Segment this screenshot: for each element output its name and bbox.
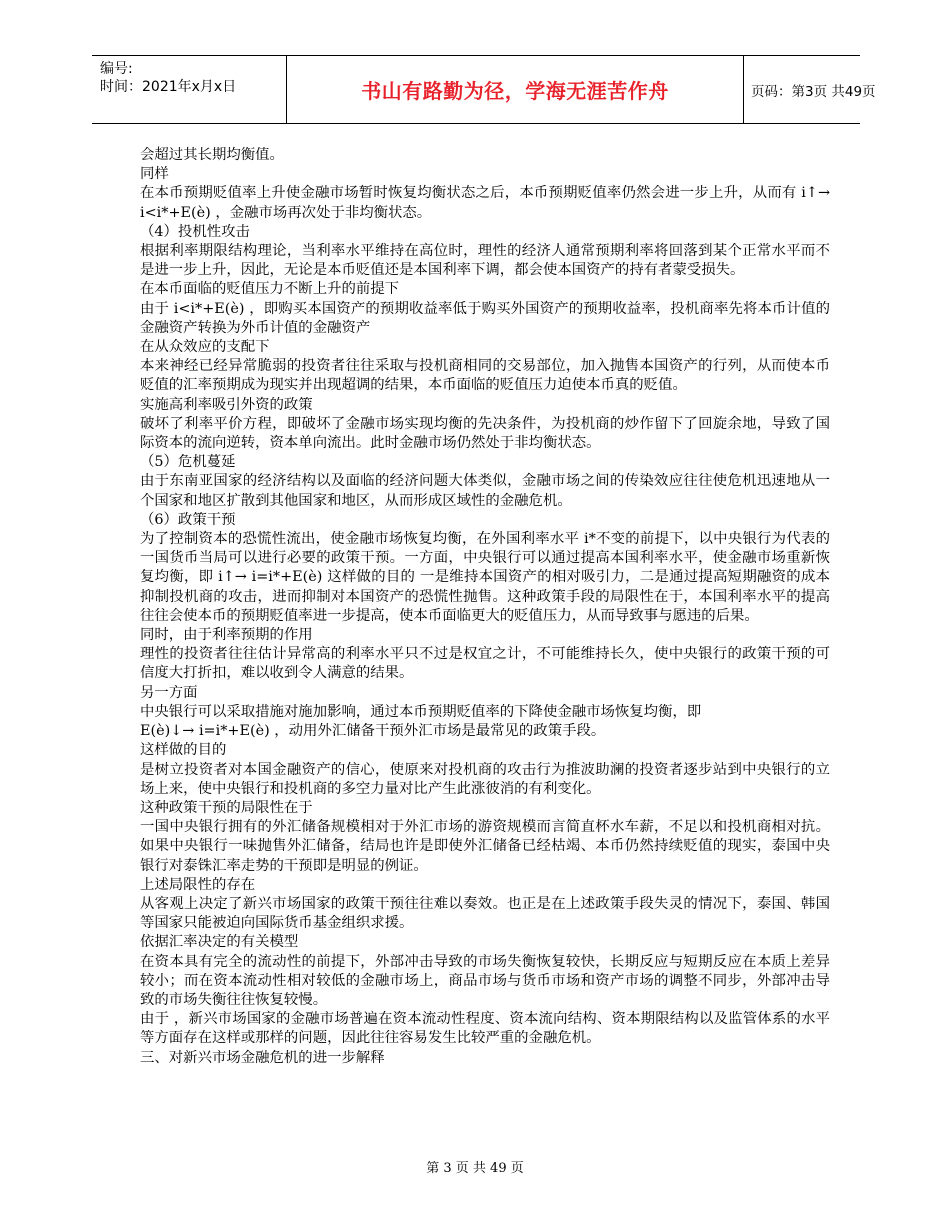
- page-footer: 第 3 页 共 49 页: [426, 1161, 524, 1176]
- section-label: 实施高利率吸引外资的政策: [140, 396, 313, 413]
- paragraph: 本来神经已经异常脆弱的投资者往往采取与投机商相同的交易部位，加入抛售本国资产的行列，从而使本币贬值的汇率预期成为现实并出现超调的结果，本币面临的贬值压力迫使本币真的贬值。: [140, 358, 830, 394]
- section-heading: （6）政策干预: [140, 511, 236, 528]
- section-label: 另一方面: [140, 684, 198, 701]
- header-motto: 书山有路勤为径，学海无涯苦作舟: [361, 79, 669, 103]
- section-label: 这样做的目的: [140, 742, 227, 759]
- section-heading: （4）投机性攻击: [140, 223, 250, 240]
- document-date-label: 时间：2021年x月x日: [100, 79, 237, 95]
- paragraph: 中央银行可以采取措施对施加影响，通过本币预期贬值率的下降使金融市场恢复均衡，即: [140, 703, 702, 720]
- header-meta-cell: [92, 56, 286, 123]
- document-body: [140, 146, 830, 1068]
- header-page-cell: [743, 56, 876, 123]
- paragraph: 由于 i<i*+E(è) ，即购买本国资产的预期收益率低于购买外国资产的预期收益率，投机商率先将本币计值的金融资产转换为外币计值的金融资产: [140, 300, 830, 336]
- paragraph: 为了控制资本的恐慌性流出，使金融市场恢复均衡，在外国利率水平 i*不变的前提下，以中央银行为代表的一国货币当局可以进行必要的政策干预。一方面，中央银行可以通过提高本国利率水平，使金融市场重新恢复均衡，即 i↑→ i=i*+E(è) 这样做的目的 一是维持本国资产的相对吸引力，二是通过提高短期融资的成本抑制投机商的攻击，进而抑制对本国资产的恐慌性抛售。这种政策手段的局限性在于，本国利率水平的提高往往会使本币的预期贬值率进一步提高，使本币面临更大的贬值压力，从而导致事与愿违的后果。: [140, 531, 830, 624]
- paragraph: 由于 ，新兴市场国家的金融市场普遍在资本流动性程度、资本流向结构、资本期限结构以及监管体系的水平等方面存在这样或那样的问题，因此往往容易发生比较严重的金融危机。: [140, 1011, 830, 1047]
- paragraph: 一国中央银行拥有的外汇储备规模相对于外汇市场的游资规模而言简直杯水车薪，不足以和投机商相对抗。如果中央银行一味抛售外汇储备，结局也许是即使外汇储备已经枯竭、本币仍然持续贬值的现实，泰国中央银行对泰铢汇率走势的干预即是明显的例证。: [140, 819, 830, 874]
- section-label: 依据汇率决定的有关模型: [140, 934, 299, 951]
- page-header: [92, 55, 876, 124]
- paragraph: 在本币预期贬值率上升使金融市场暂时恢复均衡状态之后，本币预期贬值率仍然会进一步上升，从而有 i↑→ i<i*+E(è) ，金融市场再次处于非均衡状态。: [140, 185, 830, 221]
- paragraph: 会超过其长期均衡值。: [140, 147, 284, 163]
- paragraph: 是树立投资者对本国金融资产的信心，使原来对投机商的攻击行为推波助澜的投资者逐步站到中央银行的立场上来，使中央银行和投机商的多空力量对比产生此涨彼消的有利变化。: [140, 761, 830, 797]
- paragraph: 在资本具有完全的流动性的前提下，外部冲击导致的市场失衡恢复较快，长期反应与短期反应在本质上差异较小；而在资本流动性相对较低的金融市场上，商品市场与货币市场和资产市场的调整不同步，外部冲击导致的市场失衡往往恢复较慢。: [140, 953, 830, 1008]
- section-label: 这种政策干预的局限性在于: [140, 799, 313, 816]
- section-label: 在从众效应的支配下: [140, 339, 270, 356]
- section-heading: 三、对新兴市场金融危机的进一步解释: [140, 1049, 385, 1066]
- paragraph: 从客观上决定了新兴市场国家的政策干预往往难以奏效。也正是在上述政策手段失灵的情况下，泰国、韩国等国家只能被迫向国际货币基金组织求援。: [140, 895, 830, 932]
- paragraph: E(è)↓→ i=i*+E(è) ，动用外汇储备干预外汇市场是最常见的政策手段。: [140, 723, 606, 740]
- section-label: 同样: [140, 166, 169, 183]
- paragraph: 根据利率期限结构理论，当利率水平维持在高位时，理性的经济人通常预期利率将回落到某个正常水平而不是进一步上升，因此，无论是本币贬值还是本国利率下调，都会使本国资产的持有者蒙受损失。: [140, 243, 830, 279]
- section-label: 在本币面临的贬值压力不断上升的前提下: [140, 281, 400, 298]
- section-label: 同时，由于利率预期的作用: [140, 627, 313, 644]
- header-motto-cell: [286, 56, 744, 123]
- paragraph: 破坏了利率平价方程，即破坏了金融市场实现均衡的先决条件，为投机商的炒作留下了回旋余地，导致了国际资本的流向逆转，资本单向流出。此时金融市场仍然处于非均衡状态。: [140, 415, 830, 452]
- section-heading: （5）危机蔓延: [140, 454, 236, 471]
- section-label: 上述局限性的存在: [140, 876, 256, 893]
- header-page-info: 页码：第3页 共49页: [751, 83, 876, 100]
- paragraph: 由于东南亚国家的经济结构以及面临的经济问题大体类似，金融市场之间的传染效应往往使危机迅速地从一个国家和地区扩散到其他国家和地区，从而形成区域性的金融危机。: [140, 473, 830, 509]
- document-number-label: 编号:: [100, 61, 133, 77]
- paragraph: 理性的投资者往往估计异常高的利率水平只不过是权宜之计，不可能维持长久，使中央银行的政策干预的可信度大打折扣，难以收到令人满意的结果。: [140, 646, 830, 682]
